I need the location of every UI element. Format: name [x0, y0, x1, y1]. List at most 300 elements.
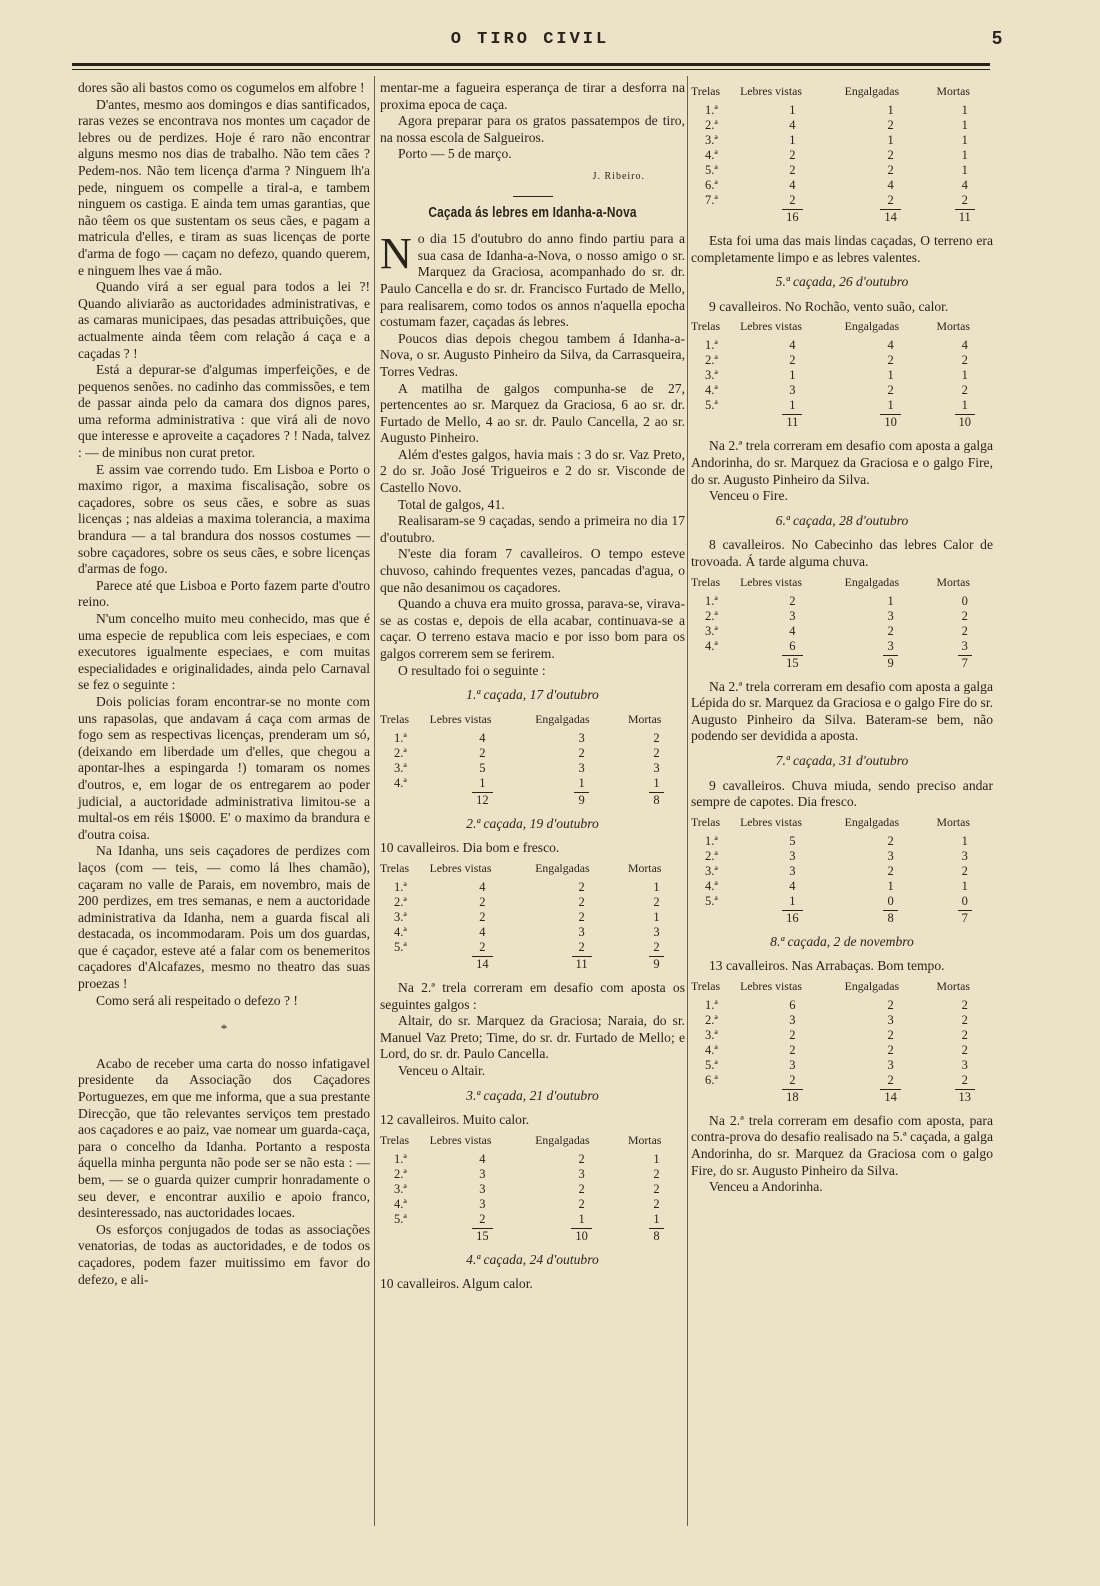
column-header: Lebres vistas	[740, 574, 802, 589]
table-row	[380, 1152, 685, 1167]
table-cell: 1	[653, 1151, 660, 1166]
header-rule	[72, 63, 990, 66]
table-cell: 2	[887, 148, 894, 162]
total-cell: 13	[937, 1088, 993, 1105]
table-cell: 2	[653, 730, 660, 745]
table-cell: 1	[887, 103, 894, 117]
table-cell: 3	[479, 1181, 486, 1196]
table-row	[691, 133, 993, 148]
drop-cap: N	[380, 229, 412, 279]
column-header: Mortas	[936, 574, 970, 589]
table-cell: 1	[961, 833, 968, 848]
column-header: Trelas	[691, 84, 721, 98]
total-cell: 8	[628, 791, 685, 808]
table-row	[380, 761, 685, 776]
paragraph: Na Idanha, uns seis caçadores de perdizes com laços (com — teis, — como lá lhes chamão), caçaram no valle de Parais, em novembro, mais de 200 perdizes, em tres semanas, e nem a auctoridade administrativa da Idanha, nem a guarda fiscal ali destacada, os incommodaram. Pois um dos guardas, que é caçador, esteve até a falar com os benemeritos caçadores d'Alcafazes, mesmo no theatro das suas proezas !	[78, 843, 370, 992]
paragraph: O resultado foi o seguinte :	[398, 662, 546, 678]
table-cell: 1.ª	[705, 103, 718, 117]
table-cell: 3.ª	[705, 133, 718, 147]
table-cell: 4	[887, 338, 894, 353]
table-cell: 3	[961, 638, 968, 653]
table-cell: 2	[961, 1072, 968, 1087]
table-cell: 2	[789, 1042, 796, 1057]
table-cell: 2	[789, 593, 796, 608]
table-cell: 3	[789, 1012, 796, 1027]
paragraph: Venceu o Fire.	[709, 488, 788, 504]
paragraph: Esta foi uma das mais lindas caçadas, O terreno era completamente limpo e as lebres valentes.	[691, 233, 993, 265]
table-cell: 2	[961, 1042, 968, 1057]
table-cell: 2	[887, 383, 894, 398]
table-cell: 1	[961, 133, 968, 147]
table-cell: 4	[789, 178, 796, 192]
column-header: Mortas	[936, 978, 970, 993]
table-cell: 2	[887, 163, 894, 177]
column-header: Engalgadas	[844, 814, 900, 829]
column-header: Engalgadas	[844, 574, 900, 589]
table-cell: 2	[961, 608, 968, 623]
column-header: Trelas	[691, 978, 721, 993]
column-3	[691, 80, 993, 1196]
table-cell: 2.ª	[394, 745, 407, 760]
table-cell: 2	[578, 879, 585, 894]
table-cell: 3	[789, 383, 796, 398]
table-cell: 2	[578, 939, 585, 954]
paragraph: Quando virá a ser egual para todos a lei ?! Quando aliviarão as auctoridades administrativas, e as camaras municipaes, das pesadas attribuições, que actualmente ainda têem com relação á caça e a caçadas ? !	[78, 279, 370, 361]
column-header: Lebres vistas	[429, 711, 492, 726]
table-cell: 1	[887, 593, 894, 608]
page-number: 5	[991, 28, 1002, 48]
total-cell: 16	[740, 909, 845, 926]
table-cell: 1	[887, 133, 894, 147]
column-header: Mortas	[936, 84, 970, 98]
table-cell: 3.ª	[705, 623, 718, 638]
table-row	[691, 1058, 993, 1073]
table-cell: 3	[789, 1057, 796, 1072]
results-table	[380, 712, 685, 808]
table-row	[380, 776, 685, 791]
table-cell: 1	[653, 1211, 660, 1226]
table-total-row	[691, 413, 993, 430]
table-cell: 2	[653, 1196, 660, 1211]
table-cell: 2.ª	[705, 1012, 718, 1027]
hunt-note: 8 cavalleiros. No Cabecinho das lebres Calor de trovoada. Á tarde alguma chuva.	[691, 537, 993, 569]
table-cell: 4	[789, 338, 796, 353]
table-cell: 2	[653, 894, 660, 909]
paragraph: Quando a chuva era muito grossa, parava-se, virava-se as costas e, depois de ella acabar, continuava-se a caçar. O terreno estava macio e por isso bom para os galgos correrem sem se ferirem.	[380, 596, 685, 661]
table-cell: 2	[961, 623, 968, 638]
table-cell: 2.ª	[705, 353, 718, 368]
total-cell: 10	[535, 1227, 628, 1244]
table-cell: 1.ª	[705, 833, 718, 848]
table-cell: 7.ª	[705, 193, 718, 207]
column-header: Trelas	[691, 319, 721, 334]
column-header: Lebres vistas	[740, 319, 802, 334]
table-row	[691, 834, 993, 849]
table-cell: 2	[961, 863, 968, 878]
article-headline: Caçada ás lebres em Idanha-a-Nova	[428, 204, 637, 221]
table-row	[691, 864, 993, 879]
table-row	[691, 594, 993, 609]
paragraph: Total de galgos, 41.	[398, 496, 505, 512]
column-header: Engalgadas	[535, 1132, 590, 1147]
table-row	[380, 910, 685, 925]
table-total-row	[380, 955, 685, 972]
table-cell: 4	[961, 338, 968, 353]
column-header: Trelas	[380, 860, 410, 875]
table-row	[691, 1028, 993, 1043]
table-cell: 3	[887, 1057, 894, 1072]
column-header: Mortas	[936, 319, 970, 334]
table-row	[691, 624, 993, 639]
table-cell: 4	[479, 1151, 486, 1166]
paragraph: Além d'estes galgos, havia mais : 3 do sr. Vaz Preto, 2 do sr. João José Trigueiros e 2 do sr. Visconde de Castello Novo.	[380, 446, 685, 496]
hunt-title: 4.ª caçada, 24 d'outubro	[466, 1251, 599, 1267]
table-cell: 3.ª	[394, 1181, 407, 1196]
table-row	[691, 849, 993, 864]
paragraph: Na 2.ª trela correram em desafio com aposta os seguintes galgos :	[380, 979, 685, 1012]
total-cell: 7	[937, 909, 993, 926]
table-cell: 4	[479, 730, 486, 745]
table-cell: 2	[479, 894, 486, 909]
section-star: *	[220, 1021, 228, 1037]
column-header: Mortas	[627, 711, 662, 726]
table-cell: 2	[578, 1151, 585, 1166]
table-row	[691, 1013, 993, 1028]
table-row	[691, 383, 993, 398]
table-header-row	[691, 979, 993, 998]
table-cell: 2	[887, 863, 894, 878]
table-cell: 2	[653, 939, 660, 954]
table-cell: 4.ª	[705, 638, 718, 653]
table-cell: 1	[789, 133, 796, 147]
total-cell: 14	[845, 1088, 937, 1105]
table-total-row	[691, 208, 993, 225]
total-cell: 9	[535, 791, 628, 808]
table-cell: 2	[479, 1211, 486, 1226]
table-cell: 5.ª	[705, 1057, 718, 1072]
total-cell: 16	[740, 208, 845, 225]
table-row	[691, 103, 993, 118]
column-header: Trelas	[380, 1132, 410, 1147]
column-header: Trelas	[380, 711, 410, 726]
table-cell: 1	[789, 893, 796, 908]
hunt-note: 9 cavalleiros. No Rochão, vento suão, calor.	[709, 298, 949, 314]
table-cell: 2	[887, 1072, 894, 1087]
results-table	[691, 979, 993, 1105]
table-cell: 6.ª	[705, 1072, 718, 1087]
table-cell: 3.ª	[705, 368, 718, 383]
table-cell: 2	[789, 193, 796, 207]
table-cell: 2	[961, 383, 968, 398]
table-cell: 2	[479, 745, 486, 760]
table-cell: 1	[789, 368, 796, 383]
table-cell: 1.ª	[705, 338, 718, 353]
paragraph: A matilha de galgos compunha-se de 27, pertencentes ao sr. Marquez da Graciosa, 6 ao sr. dr. Furtado de Mello, 4 ao sr. dr. Paulo Cancella, 2 ao sr. Augusto Pinheiro.	[380, 380, 685, 446]
hunt-title: 3.ª caçada, 21 d'outubro	[466, 1087, 599, 1103]
column-header: Trelas	[691, 814, 721, 829]
column-header: Engalgadas	[535, 711, 590, 726]
hunt-title: 7.ª caçada, 31 d'outubro	[775, 752, 909, 768]
table-cell: 1	[653, 879, 660, 894]
table-row	[691, 118, 993, 133]
table-header-row	[691, 319, 993, 338]
table-cell: 2	[887, 1027, 894, 1042]
hunt-note: 12 cavalleiros. Muito calor.	[380, 1112, 530, 1128]
table-row	[691, 609, 993, 624]
paragraph: Está a depurar-se d'algumas imperfeições, e de pequenos senões. no cadinho das commissões, e tem de passar ainda pelo da camara dos dignos pares, uma reforma administrativa : que virá ali de novo que interesse e aproveite a caçadores ? ! Nada, talvez : — de minibus non curat pretor.	[78, 362, 370, 461]
total-cell: 8	[628, 1227, 685, 1244]
table-cell: 3	[887, 638, 894, 653]
table-row	[691, 639, 993, 654]
hunt-title: 2.ª caçada, 19 d'outubro	[466, 815, 599, 831]
paragraph: Altair, do sr. Marquez da Graciosa; Naraia, do sr. Manuel Vaz Preto; Time, do sr. dr. Furtado de Mello; e Lord, do sr. dr. Paulo Cancella.	[380, 1013, 685, 1062]
table-cell: 2	[578, 745, 585, 760]
table-cell: 1.ª	[394, 1151, 407, 1166]
paragraph: E assim vae correndo tudo. Em Lisboa e Porto o maximo rigor, a maxima fiscalisação, sobre os caçadores, sobre os seus cães, e sobre as suas licenças ; nas aldeias a maxima tolerancia, a maxima brandura — a tal brandura dos nossos costumes — sobre caçadores, sobre os seus cães, e sobre licenças d'armas de fogo.	[78, 461, 370, 577]
table-row	[691, 368, 993, 383]
hunt-title: 5.ª caçada, 26 d'outubro	[775, 274, 909, 290]
table-cell: 3	[887, 608, 894, 623]
hunt-note: 9 cavalleiros. Chuva miuda, sendo preciso andar sempre de capotes. Dia fresco.	[691, 777, 993, 810]
table-cell: 2.ª	[394, 894, 407, 909]
table-cell: 3	[887, 848, 894, 863]
table-cell: 3	[789, 608, 796, 623]
table-cell: 3	[578, 730, 585, 745]
table-cell: 2	[578, 909, 585, 924]
table-cell: 2	[961, 1012, 968, 1027]
column-header: Engalgadas	[844, 84, 900, 98]
paragraph: Como será ali respeitado o defezo ? !	[96, 992, 298, 1008]
header-rule-thin	[72, 69, 990, 70]
table-row	[380, 1167, 685, 1182]
table-cell: 1	[961, 148, 968, 162]
column-header: Mortas	[936, 814, 970, 829]
paragraph: mentar-me a fagueira esperança de tirar a desforra na proxima epoca de caça.	[380, 80, 685, 112]
table-cell: 5.ª	[705, 893, 718, 908]
table-cell: 1	[961, 368, 968, 383]
column-header: Lebres vistas	[740, 84, 802, 98]
table-cell: 3	[578, 760, 585, 775]
table-cell: 1	[653, 909, 660, 924]
table-row	[380, 746, 685, 761]
paragraph: N'um concelho muito meu conhecido, mas que é uma especie de republica com leis especiaes, e com executores igualmente especiaes, e com muitas especialidades e originalidades, ainda pelo Carnaval se fez o seguinte :	[78, 611, 370, 693]
table-cell: 2	[961, 997, 968, 1012]
table-header-row	[380, 1133, 685, 1152]
section-rule	[513, 196, 553, 197]
table-cell: 2	[961, 1027, 968, 1042]
table-header-row	[380, 861, 685, 880]
total-cell: 9	[628, 955, 685, 972]
table-total-row	[691, 909, 993, 926]
table-cell: 5.ª	[394, 939, 407, 954]
column-header: Lebres vistas	[740, 814, 802, 829]
table-row	[380, 1182, 685, 1197]
table-cell: 3	[653, 760, 660, 775]
table-cell: 5.ª	[705, 398, 718, 413]
table-cell: 0	[887, 893, 894, 908]
table-cell: 1	[887, 398, 894, 413]
column-1	[78, 80, 370, 1288]
table-cell: 0	[961, 893, 968, 908]
paragraph: Porto — 5 de março.	[398, 146, 512, 162]
table-cell: 3.ª	[394, 760, 407, 775]
table-cell: 3	[961, 848, 968, 863]
table-cell: 3	[653, 924, 660, 939]
table-row	[691, 338, 993, 353]
table-cell: 1.ª	[394, 730, 407, 745]
table-cell: 2.ª	[705, 608, 718, 623]
column-2	[380, 80, 685, 1293]
table-row	[691, 163, 993, 178]
total-cell: 9	[845, 654, 937, 671]
total-cell: 11	[740, 413, 845, 430]
total-cell: 14	[845, 208, 937, 225]
table-cell: 4	[789, 118, 796, 132]
total-cell: 11	[937, 208, 993, 225]
column-divider-1	[374, 76, 375, 1526]
results-table	[691, 319, 993, 430]
paragraph: Venceu o Altair.	[398, 1062, 486, 1078]
results-table	[380, 1133, 685, 1244]
table-cell: 2	[887, 353, 894, 368]
table-row	[691, 879, 993, 894]
total-cell: 8	[845, 909, 937, 926]
table-cell: 2.ª	[705, 848, 718, 863]
table-row	[691, 998, 993, 1013]
table-row	[691, 1043, 993, 1058]
table-cell: 1	[578, 775, 585, 790]
table-cell: 3	[578, 924, 585, 939]
paragraph: D'antes, mesmo aos domingos e dias santificados, raras vezes se encontrava nos montes um caçador de lebres ou de perdizes. Hoje é raro não encontrar alguns mesmo nos dias de trabalho. Não tem cães ? Pedem-nos. Não tem licença d'arma ? Ninguem lh'a pede, ninguem os compelle a tiral-a, e tambem ninguem os castiga. E ainda tem umas garantias, que não têem os que sustentam os seus cães, e pagam a matricula d'elles, e tiram as suas licenças de porte d'arma de fogo — caçam no defezo, quando querem, e ninguem lhes vae á mão.	[78, 96, 370, 278]
hunt-note: 10 cavalleiros. Dia bom e fresco.	[380, 840, 560, 856]
table-row	[380, 895, 685, 910]
paragraph: dores são ali bastos como os cogumelos em alfobre !	[78, 80, 365, 95]
paragraph: N'este dia foram 7 cavalleiros. O tempo esteve chuvoso, cahindo frequentes vezes, pancadas d'agua, o que não desanimou os caçadores.	[380, 546, 685, 595]
paragraph: Realisaram-se 9 caçadas, sendo a primeira no dia 17 d'outubro.	[380, 513, 685, 545]
table-cell: 3	[961, 1057, 968, 1072]
column-header: Trelas	[691, 574, 721, 589]
table-cell: 3	[789, 848, 796, 863]
column-header: Engalgadas	[844, 978, 900, 993]
table-cell: 3	[789, 863, 796, 878]
table-header-row	[691, 575, 993, 594]
paragraph: Acabo de receber uma carta do nosso infatigavel presidente da Associação dos Caçadores Portuguezes, em que me informa, que a sua prestante Direcção, que tão relevantes serviços tem prestado aos caçadores e ao paiz, vae nomear um guarda-caça, para o concelho da Idanha. Portanto a resposta áquella minha pergunta não pode ser se não esta : — bem, — se o guarda quizer cumprir honradamente o seu dever, e encontrar auxilio e apoio franco, desinteressado, nas auctoridades locaes.	[78, 1055, 370, 1221]
table-cell: 2	[887, 833, 894, 848]
table-cell: 6	[789, 997, 796, 1012]
intro-paragraph: No dia 15 d'outubro do anno findo partiu para a sua casa de Idanha-a-Nova, o nosso amigo o sr. Marquez da Graciosa, acompanhado do sr. dr. Paulo Cancella e do sr. dr. Francisco Furtado de Mello, para realisarem, como todos os annos n'aquella epocha costumam fazer, caçadas ás lebres.	[380, 229, 685, 330]
total-cell: 18	[740, 1088, 845, 1105]
column-header: Lebres vistas	[429, 860, 492, 875]
hunt-title: 6.ª caçada, 28 d'outubro	[775, 512, 909, 528]
total-cell: 7	[937, 654, 993, 671]
table-cell: 1	[887, 368, 894, 383]
table-header-row	[691, 815, 993, 834]
table-total-row	[691, 1088, 993, 1105]
results-table	[691, 815, 993, 926]
table-cell: 1.ª	[394, 879, 407, 894]
table-cell: 1	[578, 1211, 585, 1226]
table-cell: 3.ª	[394, 909, 407, 924]
table-cell: 5.ª	[394, 1211, 407, 1226]
paragraph: Venceu a Andorinha.	[709, 1179, 823, 1195]
table-cell: 4.ª	[394, 924, 407, 939]
table-cell: 1	[887, 878, 894, 893]
table-cell: 6	[789, 638, 796, 653]
total-cell: 11	[535, 955, 628, 972]
table-row	[691, 193, 993, 208]
column-header: Mortas	[627, 1132, 662, 1147]
hunt-note: 10 cavalleiros. Algum calor.	[380, 1276, 533, 1292]
results-table	[691, 84, 993, 225]
results-table	[380, 861, 685, 972]
table-cell: 1	[653, 775, 660, 790]
table-cell: 2	[479, 909, 486, 924]
paragraph: Parece até que Lisboa e Porto fazem parte d'outro reino.	[78, 577, 370, 610]
table-cell: 0	[961, 593, 968, 608]
table-cell: 5.ª	[705, 163, 718, 177]
table-cell: 2	[653, 1166, 660, 1181]
table-cell: 1	[789, 103, 796, 117]
table-cell: 4	[961, 178, 968, 192]
table-cell: 1	[961, 398, 968, 413]
paragraph: Na 2.ª trela correram em desafio com aposta, para contra-prova do desafio realisado na 5.ª caçada, a galga Andorinha, do sr. Marquez da Graciosa com o galgo Fire, do sr. Augusto Pinheiro da Silva.	[691, 1112, 993, 1178]
table-cell: 4	[789, 878, 796, 893]
paragraph: Poucos dias depois chegou tambem á Idanha-a-Nova, o sr. Augusto Pinheiro da Silva, da Carrasqueira, Torres Vedras.	[380, 330, 685, 379]
table-row	[380, 731, 685, 746]
table-cell: 2	[578, 1196, 585, 1211]
hunt-note: 13 cavalleiros. Nas Arrabaças. Bom tempo.	[709, 958, 945, 974]
column-header: Engalgadas	[535, 860, 590, 875]
total-cell: 15	[740, 654, 845, 671]
table-row	[380, 925, 685, 940]
table-cell: 3.ª	[705, 1027, 718, 1042]
table-cell: 4.ª	[394, 775, 407, 790]
table-cell: 3	[578, 1166, 585, 1181]
table-header-row	[691, 84, 993, 103]
table-cell: 3	[479, 1196, 486, 1211]
table-row	[691, 398, 993, 413]
table-cell: 2	[789, 163, 796, 177]
table-cell: 1.ª	[705, 997, 718, 1012]
table-cell: 1.ª	[705, 593, 718, 608]
table-cell: 4	[479, 924, 486, 939]
paragraph: Na 2.ª trela correram em desafio com aposta a galga Lépida do sr. Marquez da Graciosa e o galgo Fire do sr. Augusto Pinheiro da Silva. Bateram-se bem, não podendo ser devidida a aposta.	[691, 678, 993, 744]
column-header: Lebres vistas	[429, 1132, 492, 1147]
table-cell: 2.ª	[705, 118, 718, 132]
table-cell: 4.ª	[705, 383, 718, 398]
table-header-row	[380, 712, 685, 731]
table-cell: 4.ª	[705, 1042, 718, 1057]
table-total-row	[691, 654, 993, 671]
author-signature: J. Ribeiro.	[592, 170, 645, 182]
table-cell: 2	[961, 193, 968, 207]
table-cell: 1	[479, 775, 486, 790]
table-cell: 1	[961, 118, 968, 132]
table-cell: 2	[789, 353, 796, 368]
table-cell: 4	[887, 178, 894, 192]
table-cell: 4	[789, 623, 796, 638]
table-cell: 2	[789, 1072, 796, 1087]
masthead	[70, 28, 1002, 60]
table-cell: 2	[961, 353, 968, 368]
column-header: Lebres vistas	[740, 978, 802, 993]
paragraph: Os esforços conjugados de todas as associações venatorias, de todas as auctoridades, e de todos os caçadores, podem fazer muitissimo em favor do defezo, e ali-	[78, 1221, 370, 1287]
total-cell: 12	[430, 791, 536, 808]
table-cell: 3	[887, 1012, 894, 1027]
newspaper-title: O TIRO CIVIL	[450, 30, 610, 49]
table-cell: 1	[961, 103, 968, 117]
table-cell: 2	[789, 148, 796, 162]
